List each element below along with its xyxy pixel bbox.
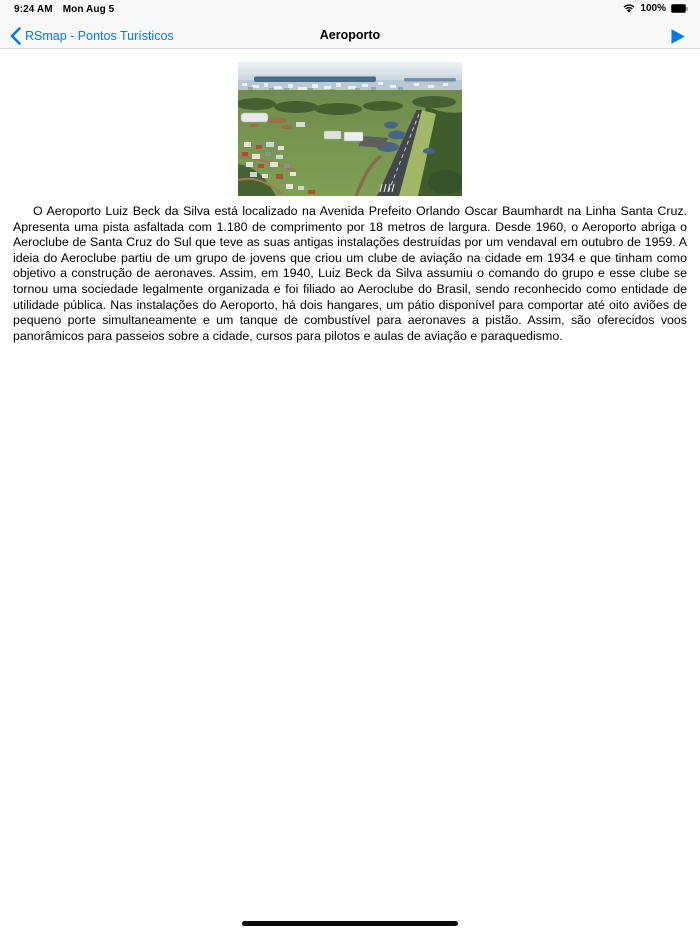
page-title: Aeroporto xyxy=(319,28,381,42)
forward-button[interactable] xyxy=(668,26,688,46)
nav-bar xyxy=(0,22,700,49)
back-button-label: RSmap - Pontos Turísticos xyxy=(25,29,174,43)
article-text xyxy=(13,204,687,344)
status-time: 9:24 AM xyxy=(14,4,53,15)
play-forward-icon xyxy=(670,28,686,45)
status-left xyxy=(14,4,114,15)
status-bar xyxy=(0,0,700,22)
wifi-icon xyxy=(623,4,635,13)
battery-full-icon xyxy=(671,4,688,13)
airport-aerial-illustration xyxy=(238,62,462,196)
article-paragraph: O Aeroporto Luiz Beck da Silva está localizado na Avenida Prefeito Orlando Oscar Baumhardt na Linha Santa Cruz. Apresenta uma pista asfaltada com 1.180 de comprimento por 18 metros de largura. Desde 1960, o Aeroporto abriga o Aeroclube de Santa Cruz do Sul que teve as suas antigas instalações destruídas por um vendaval em outubro de 1959. A ideia do Aeroclube partiu de um grupo de jovens que criou um clube de aviação na cidade em 1934 e que tinham como objetivo a construção de aeronaves. Assim, em 1940, Luiz Beck da Silva assumiu o comando do grupo e esse clube se tornou uma sociedade legalmente organizada e foi filiado ao Aeroclube do Brasil, sendo reconhecido como entidade de utilidade pública. Nas instalações do Aeroporto, há dois hangares, um pátio disponível para comportar até oito aviões de pequeno porte simultaneamente e um tanque de combustível para aeronaves a pistão. Assim, são oferecidos voos panorâmicos para passeios sobre a cidade, cursos para pilotos e aulas de aviação e paraquedismo. xyxy=(13,204,687,343)
aerial-photo xyxy=(238,62,462,196)
status-date: Mon Aug 5 xyxy=(62,4,115,15)
battery-percent: 100% xyxy=(640,3,666,14)
home-indicator[interactable] xyxy=(242,921,458,926)
status-right xyxy=(623,3,688,14)
top-bars xyxy=(0,0,700,49)
